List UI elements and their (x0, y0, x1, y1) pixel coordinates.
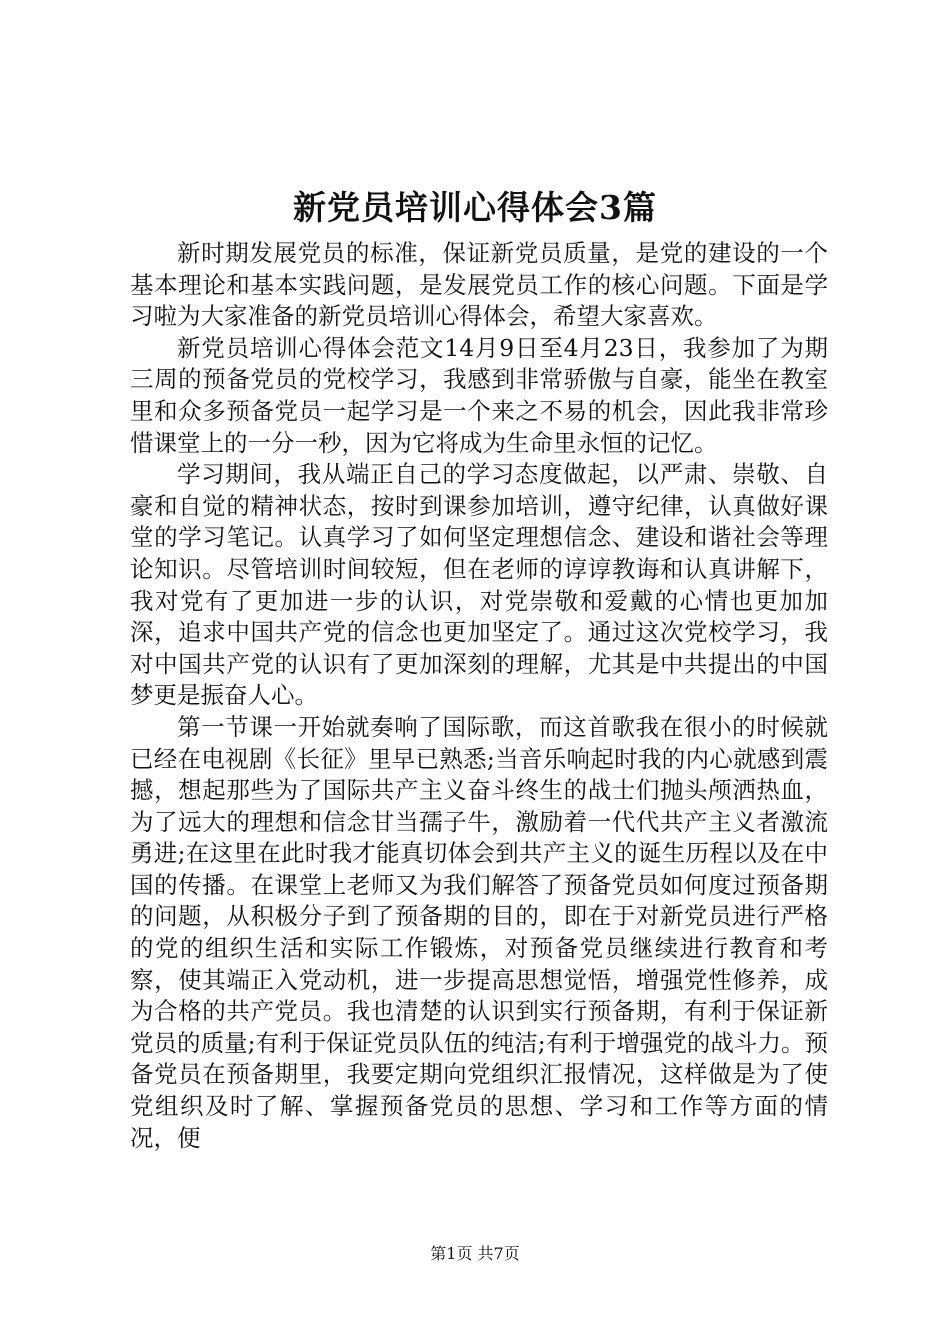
paragraph-study-period: 学习期间，我从端正自己的学习态度做起，以严肃、崇敬、自豪和自觉的精神状态，按时到课参加培训，遵守纪律，认真做好课堂的学习笔记。认真学习了如何坚定理想信念、建设和谐社会等理论知识。尽管培训时间较短，但在老师的谆谆教诲和认真讲解下，我对党有了更加进一步的认识，对党崇敬和爱戴的心情也更加加深，追求中国共产党的信念也更加坚定了。通过这次党校学习，我对中国共产党的认识有了更加深刻的理解，尤其是中共提出的中国梦更是振奋人心。 (130, 460, 828, 710)
paragraph-intro: 新时期发展党员的标准，保证新党员质量，是党的建设的一个基本理论和基本实践问题，是发展党员工作的核心问题。下面是学习啦为大家准备的新党员培训心得体会，希望大家喜欢。 (130, 239, 828, 331)
page-number-footer: 第1页 共7页 (430, 1244, 520, 1263)
paragraph-sample-essay: 新党员培训心得体会范文14月9日至4月23日，我参加了为期三周的预备党员的党校学习，我感到非常骄傲与自豪，能坐在教室里和众多预备党员一起学习是一个来之不易的机会，因此我非常珍惜课堂上的一分一秒，因为它将成为生命里永恒的记忆。 (130, 333, 828, 457)
document-body (130, 238, 828, 1154)
document-title: 新党员培训心得体会3篇 (293, 188, 657, 227)
paragraph-first-lesson: 第一节课一开始就奏响了国际歌，而这首歌我在很小的时候就已经在电视剧《长征》里早已熟悉;当音乐响起时我的内心就感到震撼，想起那些为了国际共产主义奋斗终生的战士们抛头颅洒热血，为了远大的理想和信念甘当孺子牛，激励着一代代共产主义者激流勇进;在这里在此时我才能真切体会到共产主义的诞生历程以及在中国的传播。在课堂上老师又为我们解答了预备党员如何度过预备期的问题，从积极分子到了预备期的目的，即在于对新党员进行严格的党的组织生活和实际工作锻炼，对预备党员继续进行教育和考察，使其端正入党动机，进一步提高思想觉悟，增强党性修养，成为合格的共产党员。我也清楚的认识到实行预备期，有利于保证新党员的质量;有利于保证党员队伍的纯洁;有利于增强党的战斗力。预备党员在预备期里，我要定期向党组织汇报情况，这样做是为了使党组织及时了解、掌握预备党员的思想、学习和工作等方面的情况，便 (130, 712, 828, 1152)
